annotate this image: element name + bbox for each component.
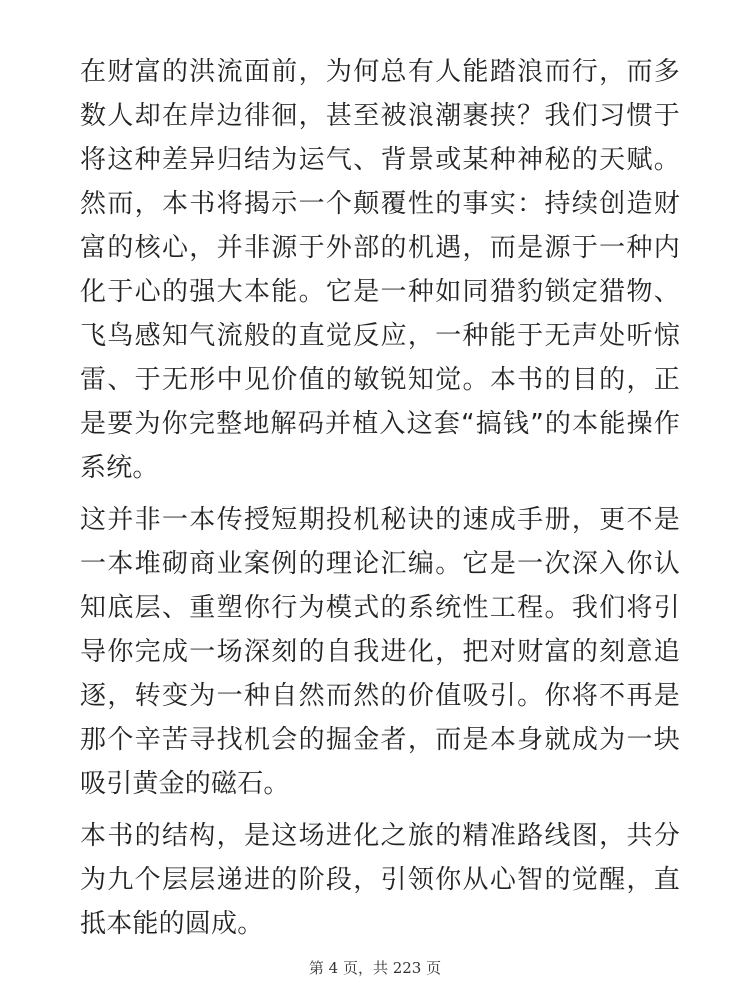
- paragraph-1: 在财富的洪流面前，为何总有人能踏浪而行，而多数人却在岸边徘徊，甚至被浪潮裹挟？我们习惯于将这种差异归结为运气、背景或某种神秘的天赋。然而，本书将揭示一个颠覆性的事实：持续创造财富的核心，并非源于外部的机遇，而是源于一种内化于心的强大本能。它是一种如同猎豹锁定猎物、飞鸟感知气流般的直觉反应，一种能于无声处听惊雷、于无形中见价值的敏锐知觉。本书的目的，正是要为你完整地解码并植入这套“搞钱”的本能操作系统。: [80, 57, 680, 483]
- page-number-footer: 第 4 页，共 223 页: [308, 959, 442, 977]
- paragraph-3: 本书的结构，是这场进化之旅的精准路线图，共分为九个层层递进的阶段，引领你从心智的觉醒，直抵本能的圆成。: [80, 821, 680, 939]
- paragraph-2: 这并非一本传授短期投机秘诀的速成手册，更不是一本堆砌商业案例的理论汇编。它是一次深入你认知底层、重塑你行为模式的系统性工程。我们将引导你完成一场深刻的自我进化，把对财富的刻意追逐，转变为一种自然而然的价值吸引。你将不再是那个辛苦寻找机会的掘金者，而是本身就成为一块吸引黄金的磁石。: [80, 505, 680, 799]
- body-text: [80, 50, 680, 954]
